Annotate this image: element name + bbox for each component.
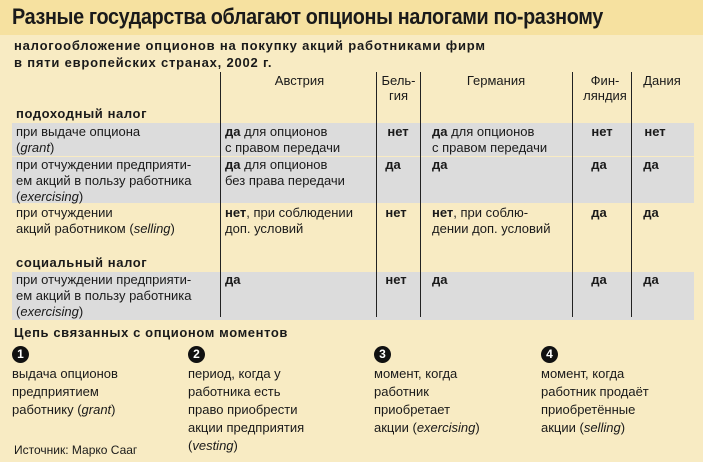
cell-selling-austria: нет, при соблюдении доп. условий [225, 205, 353, 236]
step-number-3-icon: 3 [374, 346, 391, 363]
cell-exercising-austria: да для опционов без права передачи [225, 157, 345, 188]
cell-selling-finland: да [591, 205, 607, 220]
row-social-label: при отчуждении предприяти- ем акций в пользу работника (exercising) [16, 272, 192, 319]
subtitle-line-1: налогообложение опционов на покупку акций работниками фирм [14, 38, 486, 53]
cell-social-finland: да [591, 272, 607, 287]
cell-grant-denmark: нет [644, 124, 666, 139]
cell-social-austria: да [225, 272, 241, 287]
row-grant-label: при выдаче опциона (grant) [16, 124, 141, 155]
cell-selling-belgium: нет [385, 205, 407, 220]
cell-social-denmark: да [643, 272, 659, 287]
cell-grant-germany: да для опционов с правом передачи [432, 124, 548, 155]
cell-selling-germany: нет, при соблю- дении доп. условий [432, 205, 551, 236]
cell-exercising-belgium: да [385, 157, 401, 172]
cell-exercising-finland: да [591, 157, 607, 172]
cell-grant-austria: да для опционов с правом передачи [225, 124, 341, 155]
chain-title: Цепь связанных с опционом моментов [14, 325, 288, 340]
column-divider [572, 72, 573, 317]
chain-step-4: 4 момент, когда работник продаёт приобретённые акции (selling) [541, 347, 649, 435]
cell-grant-finland: нет [591, 124, 613, 139]
col-belgium-l1: Бель- [381, 73, 416, 88]
cell-exercising-germany: да [432, 157, 448, 172]
cell-selling-denmark: да [643, 205, 659, 220]
cell-social-belgium: нет [385, 272, 407, 287]
row-exercising-label: при отчуждении предприяти- ем акций в пользу работника (exercising) [16, 157, 192, 204]
col-finland-l2: ляндия [583, 88, 627, 103]
step-number-4-icon: 4 [541, 346, 558, 363]
step-number-1-icon: 1 [12, 346, 29, 363]
source-note: Источник: Марко Сааг [14, 443, 138, 457]
chain-step-2: 2 период, когда у работника есть право приобрести акции предприятия (vesting) [188, 347, 305, 453]
col-germany: Германия [466, 73, 526, 88]
step-number-2-icon: 2 [188, 346, 205, 363]
row-selling-label: при отчуждении акций работником (selling) [16, 205, 175, 236]
chain-step-1: 1 выдача опционов предприятием работнику (grant) [12, 347, 118, 417]
col-austria: Австрия [274, 73, 325, 88]
subtitle-line-2: в пяти европейских странах, 2002 г. [14, 55, 273, 70]
col-belgium-l2: гия [388, 88, 409, 103]
chain-step-3: 3 момент, когда работник приобретает акции (exercising) [374, 347, 480, 435]
section-social-tax: социальный налог [16, 255, 148, 270]
cell-grant-belgium: нет [387, 124, 409, 139]
cell-social-germany: да [432, 272, 448, 287]
column-divider [220, 72, 221, 317]
col-finland-l1: Фин- [590, 73, 620, 88]
cell-exercising-denmark: да [643, 157, 659, 172]
col-denmark: Дания [643, 73, 681, 88]
column-divider [420, 72, 421, 317]
page-title: Разные государства облагают опционы налогами по-разному [12, 4, 603, 29]
section-income-tax: подоходный налог [16, 106, 148, 121]
